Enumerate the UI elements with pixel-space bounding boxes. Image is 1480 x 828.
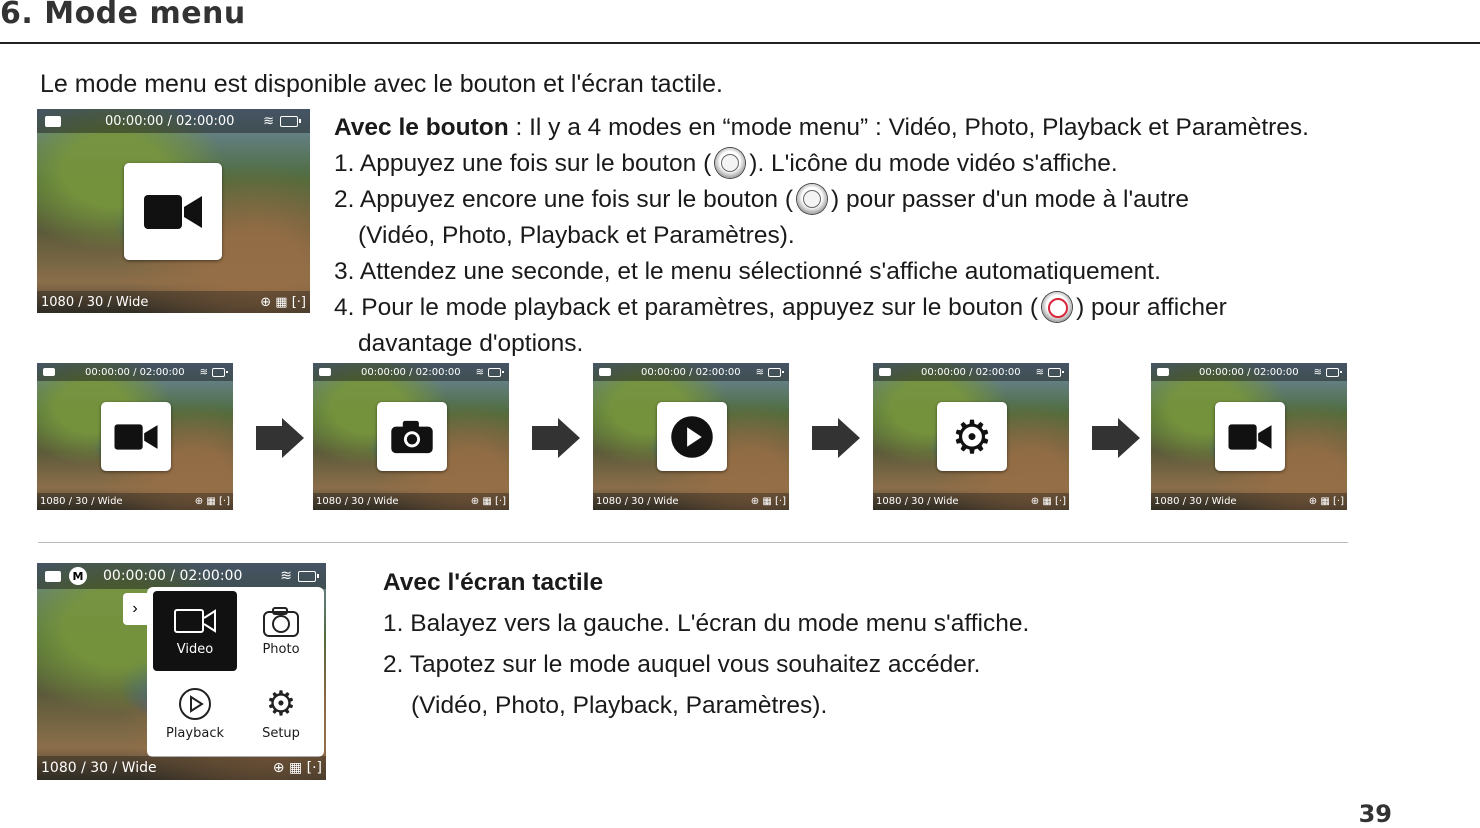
sequence-screen xyxy=(873,363,1069,510)
video-mode-icon xyxy=(319,368,331,376)
screen-time: 00:00:00 / 02:00:00 xyxy=(1199,366,1299,378)
grid-icon: ▦ xyxy=(288,760,303,776)
battery-icon xyxy=(488,368,501,377)
play-icon xyxy=(670,415,714,459)
next-arrow-icon xyxy=(1092,418,1140,463)
video-mode-icon xyxy=(599,368,611,376)
shutter-button-icon xyxy=(715,148,745,178)
video-icon xyxy=(142,191,204,233)
resolution-label: 1080 / 30 / Wide xyxy=(596,496,679,507)
camera-screen-touch xyxy=(37,563,326,780)
step4-text-a: 4. Pour le mode playback et paramètres, appuyez sur le bouton ( xyxy=(334,294,1039,321)
button-heading-rest: : Il y a 4 modes en “mode menu” : Vidéo, Photo, Playback et Paramètres. xyxy=(508,114,1309,141)
section-divider xyxy=(38,542,1348,543)
title-divider xyxy=(0,42,1480,44)
video-icon xyxy=(1227,421,1273,453)
focus-icon: [·] xyxy=(775,496,786,507)
next-arrow-icon xyxy=(532,418,580,463)
grid-icon: ▦ xyxy=(206,496,216,507)
page-title: 6. Mode menu xyxy=(0,0,246,31)
menu-item-photo[interactable] xyxy=(239,591,323,671)
screen-time: 00:00:00 / 02:00:00 xyxy=(105,113,235,129)
resolution-label: 1080 / 30 / Wide xyxy=(876,496,959,507)
wifi-icon: ≋ xyxy=(1035,366,1044,378)
zoom-icon: ⊕ xyxy=(260,294,272,310)
wifi-icon: ≋ xyxy=(755,366,764,378)
zoom-icon: ⊕ xyxy=(750,496,760,507)
grid-icon: ▦ xyxy=(482,496,492,507)
video-tile xyxy=(124,163,222,260)
camera-icon xyxy=(261,606,301,638)
touch-step1: 1. Balayez vers la gauche. L'écran du mode menu s'affiche. xyxy=(383,610,1030,637)
play-icon xyxy=(177,686,213,722)
menu-item-setup[interactable] xyxy=(239,673,323,753)
mode-menu-panel xyxy=(147,587,324,757)
sequence-screen xyxy=(313,363,509,510)
step1-text-b: ). L'icône du mode vidéo s'affiche. xyxy=(749,150,1118,177)
button-heading: Avec le bouton xyxy=(334,114,509,141)
resolution-label: 1080 / 30 / Wide xyxy=(1154,496,1237,507)
mode-tile xyxy=(1215,402,1285,471)
menu-label: Video xyxy=(176,641,214,657)
next-arrow-icon xyxy=(256,418,304,463)
resolution-label: 1080 / 30 / Wide xyxy=(40,496,123,507)
resolution-label: 1080 / 30 / Wide xyxy=(316,496,399,507)
resolution-label: 1080 / 30 / Wide xyxy=(41,294,149,310)
mode-tile xyxy=(377,402,447,471)
step1-text-a: 1. Appuyez une fois sur le bouton ( xyxy=(334,150,712,177)
gear-icon: ⚙ xyxy=(951,410,993,463)
battery-icon xyxy=(1048,368,1061,377)
menu-label: Photo xyxy=(262,641,300,657)
screen-time: 00:00:00 / 02:00:00 xyxy=(641,366,741,378)
step4-text-b: ) pour afficher xyxy=(1076,294,1227,321)
mode-tile xyxy=(937,402,1007,471)
menu-item-video[interactable] xyxy=(153,591,237,671)
touch-heading: Avec l'écran tactile xyxy=(383,569,604,596)
wifi-icon: ≋ xyxy=(280,568,292,584)
screen-time: 00:00:00 / 02:00:00 xyxy=(361,366,461,378)
battery-icon xyxy=(768,368,781,377)
sequence-screen xyxy=(1151,363,1347,510)
resolution-label: 1080 / 30 / Wide xyxy=(41,760,157,776)
focus-icon: [·] xyxy=(291,294,306,310)
screen-time: 00:00:00 / 02:00:00 xyxy=(85,366,185,378)
touch-instructions xyxy=(383,562,1029,726)
wifi-icon: ≋ xyxy=(199,366,208,378)
wifi-icon: ≋ xyxy=(263,113,274,129)
focus-icon: [·] xyxy=(1333,496,1344,507)
zoom-icon: ⊕ xyxy=(1308,496,1318,507)
menu-item-playback[interactable] xyxy=(153,673,237,753)
video-icon xyxy=(113,421,159,453)
sequence-screen xyxy=(593,363,789,510)
battery-icon xyxy=(1326,368,1339,377)
intro-text: Le mode menu est disponible avec le bouton et l'écran tactile. xyxy=(40,70,723,98)
video-icon xyxy=(173,606,217,636)
touch-step2-b: (Vidéo, Photo, Playback, Paramètres). xyxy=(411,692,828,719)
menu-label: Playback xyxy=(165,725,224,741)
focus-icon: [·] xyxy=(306,760,322,776)
video-mode-icon xyxy=(45,571,61,582)
gear-icon: ⚙ xyxy=(265,683,297,724)
video-mode-icon xyxy=(45,116,61,127)
mode-badge: M xyxy=(69,567,87,585)
grid-icon: ▦ xyxy=(275,294,288,310)
step2-text-c: (Vidéo, Photo, Playback et Paramètres). xyxy=(358,222,795,249)
screen-time: 00:00:00 / 02:00:00 xyxy=(921,366,1021,378)
grid-icon: ▦ xyxy=(1042,496,1052,507)
shutter-button-icon xyxy=(797,184,827,214)
battery-icon xyxy=(280,116,298,127)
zoom-icon: ⊕ xyxy=(470,496,480,507)
next-arrow-icon xyxy=(812,418,860,463)
zoom-icon: ⊕ xyxy=(194,496,204,507)
collapse-handle[interactable]: › xyxy=(123,593,147,625)
battery-icon xyxy=(212,368,225,377)
touch-step2: 2. Tapotez sur le mode auquel vous souhaitez accéder. xyxy=(383,651,981,678)
focus-icon: [·] xyxy=(1055,496,1066,507)
video-mode-icon xyxy=(879,368,891,376)
video-mode-icon xyxy=(43,368,55,376)
step3-text: 3. Attendez une seconde, et le menu sélectionné s'affiche automatiquement. xyxy=(334,258,1161,285)
page-number: 39 xyxy=(1358,800,1392,828)
focus-icon: [·] xyxy=(495,496,506,507)
button-instructions xyxy=(334,110,1309,362)
focus-icon: [·] xyxy=(219,496,230,507)
step2-text-a: 2. Appuyez encore une fois sur le bouton ( xyxy=(334,186,793,213)
grid-icon: ▦ xyxy=(762,496,772,507)
battery-icon xyxy=(298,571,316,582)
step2-text-b: ) pour passer d'un mode à l'autre xyxy=(831,186,1190,213)
zoom-icon: ⊕ xyxy=(1030,496,1040,507)
step4-text-c: davantage d'options. xyxy=(358,330,584,357)
wifi-icon: ≋ xyxy=(475,366,484,378)
record-button-icon xyxy=(1042,292,1072,322)
sequence-screen xyxy=(37,363,233,510)
mode-tile xyxy=(101,402,171,471)
video-mode-icon xyxy=(1157,368,1169,376)
screen-time: 00:00:00 / 02:00:00 xyxy=(103,568,243,584)
mode-tile xyxy=(657,402,727,471)
camera-icon xyxy=(389,418,435,456)
camera-screen-large xyxy=(37,109,310,313)
menu-label: Setup xyxy=(262,725,300,741)
wifi-icon: ≋ xyxy=(1313,366,1322,378)
grid-icon: ▦ xyxy=(1320,496,1330,507)
zoom-icon: ⊕ xyxy=(272,760,285,776)
